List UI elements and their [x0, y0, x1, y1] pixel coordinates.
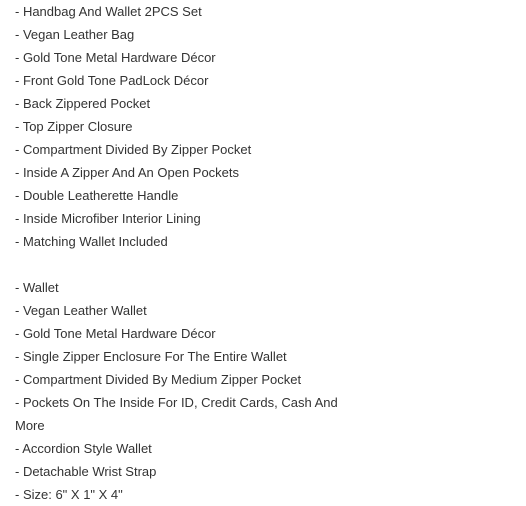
description-line: - Inside Microfiber Interior Lining [15, 211, 201, 226]
description-line: - Pockets On The Inside For ID, Credit Cards, Cash And [15, 395, 338, 410]
description-line: - Vegan Leather Wallet [15, 303, 147, 318]
section-spacer [15, 253, 345, 276]
description-line: - Top Zipper Closure [15, 119, 133, 134]
description-line: - Compartment Divided By Zipper Pocket [15, 142, 252, 157]
description-line: - Front Gold Tone PadLock Décor [15, 73, 209, 88]
description-line: - Wallet [15, 280, 59, 295]
description-line: - Gold Tone Metal Hardware Décor [15, 50, 216, 65]
description-line: - Back Zippered Pocket [15, 96, 151, 111]
description-line: - Compartment Divided By Medium Zipper Pocket [15, 372, 302, 387]
description-line: - Double Leatherette Handle [15, 188, 179, 203]
description-line: - Size: 6" X 1" X 4" [15, 487, 123, 502]
description-line-continuation: More [15, 418, 45, 433]
description-line: - Single Zipper Enclosure For The Entire Wallet [15, 349, 287, 364]
product-description [15, 0, 345, 506]
description-line: - Accordion Style Wallet [15, 441, 152, 456]
description-line: - Inside A Zipper And An Open Pockets [15, 165, 240, 180]
description-line: - Matching Wallet Included [15, 234, 168, 249]
description-line: - Handbag And Wallet 2PCS Set [15, 4, 202, 19]
description-line: - Vegan Leather Bag [15, 27, 135, 42]
description-line: - Detachable Wrist Strap [15, 464, 157, 479]
description-line: - Gold Tone Metal Hardware Décor [15, 326, 216, 341]
